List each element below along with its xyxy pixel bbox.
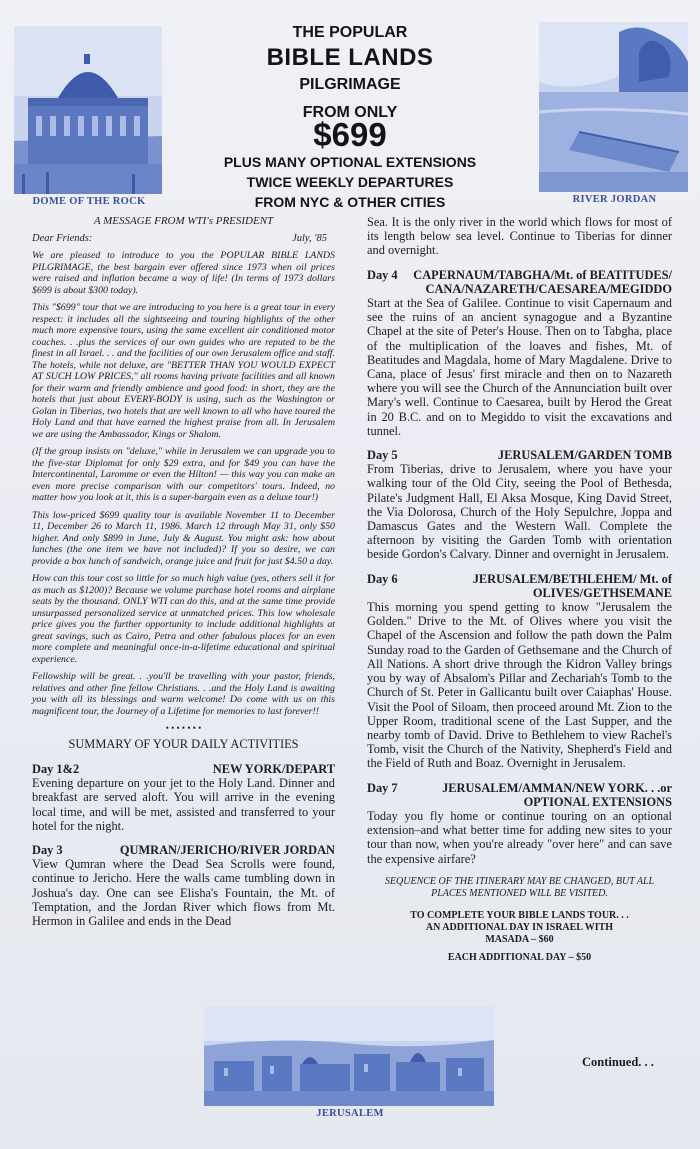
day-block bbox=[32, 843, 335, 928]
header-departure-cities: FROM NYC & OTHER CITIES bbox=[254, 194, 446, 210]
jerusalem-photo bbox=[204, 1006, 494, 1106]
header-pilgrimage: PILGRIMAGE bbox=[299, 76, 401, 93]
dome-of-the-rock-caption: DOME OF THE ROCK bbox=[32, 196, 146, 207]
day-block bbox=[367, 448, 672, 562]
itinerary-note: SEQUENCE OF THE ITINERARY MAY BE CHANGED, BUT ALL PLACES MENTIONED WILL BE VISITED. bbox=[384, 875, 655, 899]
letter-paragraph: This low-priced $699 quality tour is available November 11 to December 11, December 26 to March 11, 1986. March 12 through May 31, only $50 higher. And only $899 in June, July & August. You might ask: how about lunches (the one item we have not included)? If you so desire, we can provide a box lunch of sandwich, orange juice and fruit for just $4.50 a day. bbox=[32, 509, 335, 567]
letter-paragraph: How can this tour cost so little for so much high value (yes, others sell it for as much as $1200)? Because we volume purchase hotel rooms and airplane seats by the thousand. ONLY WTI can do this, and at the same time provide unsurpassed personalized service at unmatched prices. This low wholesale price gives you the further opportunity to include additional highlights at great savings, such as Cairo, Petra and other fabulous places for an even more complete and meaningful once-in-a-lifetime educational and spiritual experience. bbox=[32, 573, 335, 665]
day-label: Day 1&2 bbox=[32, 762, 80, 776]
letter-paragraph: This "$699" tour that we are introducing to you here is a great tour in every respect: it includes all the sightseeing and touring highlights of the other much more expensive tours, using the same excellent air conditioned motor coaches. . .plus the services of our own guides who are reputed to be the finest in all Israel. . . and the facilities of our own Jerusalem office and staff. The hotels, while not deluxe, are "BETTER THAN YOU WOULD EXPECT AT SUCH LOW PRICES," all rooms having private facilities and all known for their warm and friendly ambience and good food: in short, they are the hotels that just about EVERY-BODY is using, such as the Washington or Golan in Tiberias, two hotels that are well known to all who have toured the Holy Land and that have earned the highest praise from all. In Jerusalem we are using the Ambassador, Kings or Shalom. bbox=[32, 302, 335, 440]
right-column bbox=[367, 215, 672, 964]
header-bible-lands: BIBLE LANDS bbox=[266, 44, 434, 71]
day-title: QUMRAN/JERICHO/RIVER JORDAN bbox=[119, 843, 335, 858]
additional-day-line: AN ADDITIONAL DAY IN ISRAEL WITH bbox=[425, 921, 614, 933]
day-label: Day 3 bbox=[32, 843, 63, 858]
day-text: View Qumran where the Dead Sea Scrolls were found, continue to Jericho. Here the walls came tumbling down in Joshua's day. One can see Elisha's Fountain, the Mt. of Temptation, and the Jordan River which flows from Mt. Hermon in Galilee and ends in the Dead bbox=[32, 857, 335, 929]
day-block bbox=[367, 572, 672, 771]
day-text: Today you fly home or continue touring on an optional extension–and what better time for adding new sites to your tour than now, when you're already "over here" and can save the expensive airfare? bbox=[367, 808, 672, 866]
header-price: $699 bbox=[313, 116, 387, 153]
day-title: NEW YORK/DEPART bbox=[212, 762, 335, 776]
star-divider: • • • • • • • bbox=[165, 723, 202, 733]
day-title: CAPERNAUM/TABGHA/Mt. of BEATITUDES/ CANA/NAZARETH/CAESAREA/MEGIDDO bbox=[413, 267, 672, 296]
day-label: Day 7 bbox=[367, 780, 398, 795]
letter-paragraph: Fellowship will be great. . .you'll be travelling with your pastor, friends, relatives and other fine fellow Christians. . .and the Holy Land is awaiting you with all its blessings and warm welcome! Do come with us on this magnificent tour, the Journey of a Lifetime for memories to last forever!! bbox=[32, 671, 335, 717]
header-from-only: FROM ONLY bbox=[302, 104, 398, 121]
letter-date: July, '85 bbox=[292, 233, 327, 244]
day-block bbox=[32, 762, 335, 833]
day-label: Day 4 bbox=[367, 267, 398, 282]
day-label: Day 6 bbox=[367, 571, 398, 586]
day-text: Evening departure on your jet to the Holy Land. Dinner and breakfast are served aloft. You will arrive in the evening local time, and will be met, assisted and transferred to your hotel for the night. bbox=[32, 776, 335, 833]
letter-paragraph: We are pleased to introduce to you the POPULAR BIBLE LANDS PILGRIMAGE, the best bargain ever offered since 1973 when oil prices were raised and inflation became a way of life! (In terms of 1973 dollars $699 is about $300 today). bbox=[32, 250, 335, 296]
day-text: Start at the Sea of Galilee. Continue to visit Capernaum and see the ruins of an ancient synagogue and a Byzantine Chapel at the site of Peter's House. Then on to Tabgha, place of the multiplication of the loaves and fishes, Mt. of Beatitudes and Magdala, home of Mary Magdalene. Drive to Cana, place of Jesus' first miracle and then on to Nazareth where you will see the Church of the Annunciation built over Mary's well. Continue to Caesarea, built by Herod the Great in 20 B.C. and on to Megiddo to visit the excavations and tunnel. bbox=[367, 296, 672, 438]
dome-of-the-rock-photo bbox=[14, 26, 162, 194]
complete-tour-line: TO COMPLETE YOUR BIBLE LANDS TOUR. . . bbox=[410, 909, 629, 921]
letter-paragraph: (If the group insists on "deluxe," while in Jerusalem we can upgrade you to the five-star Diplomat for only $29 extra, and for $49 you can have the Intercontinental, Laromme or even the Hilton! — this way you can make an even more precise comparison with our competitors' tours. Indeed, no matter how you look at it, this is a super-bargain even as a deluxe tour!) bbox=[32, 446, 335, 503]
day-block bbox=[367, 268, 672, 438]
river-jordan-caption: RIVER JORDAN bbox=[572, 194, 657, 205]
summary-title: SUMMARY OF YOUR DAILY ACTIVITIES bbox=[68, 737, 299, 751]
day-title: JERUSALEM/BETHLEHEM/ Mt. of OLIVES/GETHSEMANE bbox=[472, 571, 672, 600]
masada-price: MASADA – $60 bbox=[485, 933, 554, 945]
day-title: JERUSALEM/GARDEN TOMB bbox=[497, 448, 672, 463]
continued-label: Continued. . . bbox=[582, 1055, 654, 1069]
day-block bbox=[367, 781, 672, 866]
day-text: This morning you spend getting to know "Jerusalem the Golden." Drive to the Mt. of Olives where you visit the Chapel of the Ascension and follow the path down the Palm Sunday road to the Garden of Gethsemane and the Church of All Nations. A short drive through the Kidron Valley brings you by way of Absalom's Pillar and Zechariah's Tomb to the Church of St. Peter in Gallicantu built over Caiaphas' House. Visit the Pool of Siloam, then proceed around Mt. Zion to the Upper Room, traditional scene of the Last Supper, and the nearby tomb of David. Drive to Bethlehem to view Rachel's Tomb, visit the Church of the Nativity, Shepherd's Field and the Field of Ruth and Boaz. Overnight in Jerusalem. bbox=[367, 600, 672, 771]
message-title: A MESSAGE FROM WTI's PRESIDENT bbox=[93, 215, 274, 227]
left-column bbox=[32, 215, 335, 928]
day-title: JERUSALEM/AMMAN/NEW YORK. . .or OPTIONAL EXTENSIONS bbox=[442, 780, 672, 809]
header-optional-extensions: PLUS MANY OPTIONAL EXTENSIONS bbox=[223, 154, 477, 170]
header-weekly-departures: TWICE WEEKLY DEPARTURES bbox=[246, 174, 454, 190]
day-3-continued: Sea. It is the only river in the world which flows for most of its length below sea level. Continue to Tiberias for dinner and overnight. bbox=[367, 215, 672, 258]
salutation: Dear Friends: bbox=[32, 233, 93, 244]
letter-body bbox=[32, 250, 335, 717]
day-text: From Tiberias, drive to Jerusalem, where you have your walking tour of the Old City, seeing the Pool of Bethesda, Pilate's Judgment Hall, El Aksa Mosque, King David Street, the Via Dolorosa, Church of the Holy Sepulchre, Joppa and Damascus Gates and the Western Wall. Complete the afternoon by visiting the Garden Tomb with orientation beside Gordon's Calvary. Dinner and overnight in Jerusalem. bbox=[367, 462, 672, 562]
extra-day-price: EACH ADDITIONAL DAY – $50 bbox=[447, 951, 592, 963]
jerusalem-caption: JERUSALEM bbox=[316, 1108, 384, 1119]
header-the-popular: THE POPULAR bbox=[292, 24, 408, 41]
river-jordan-photo bbox=[539, 22, 688, 192]
day-label: Day 5 bbox=[367, 448, 398, 463]
